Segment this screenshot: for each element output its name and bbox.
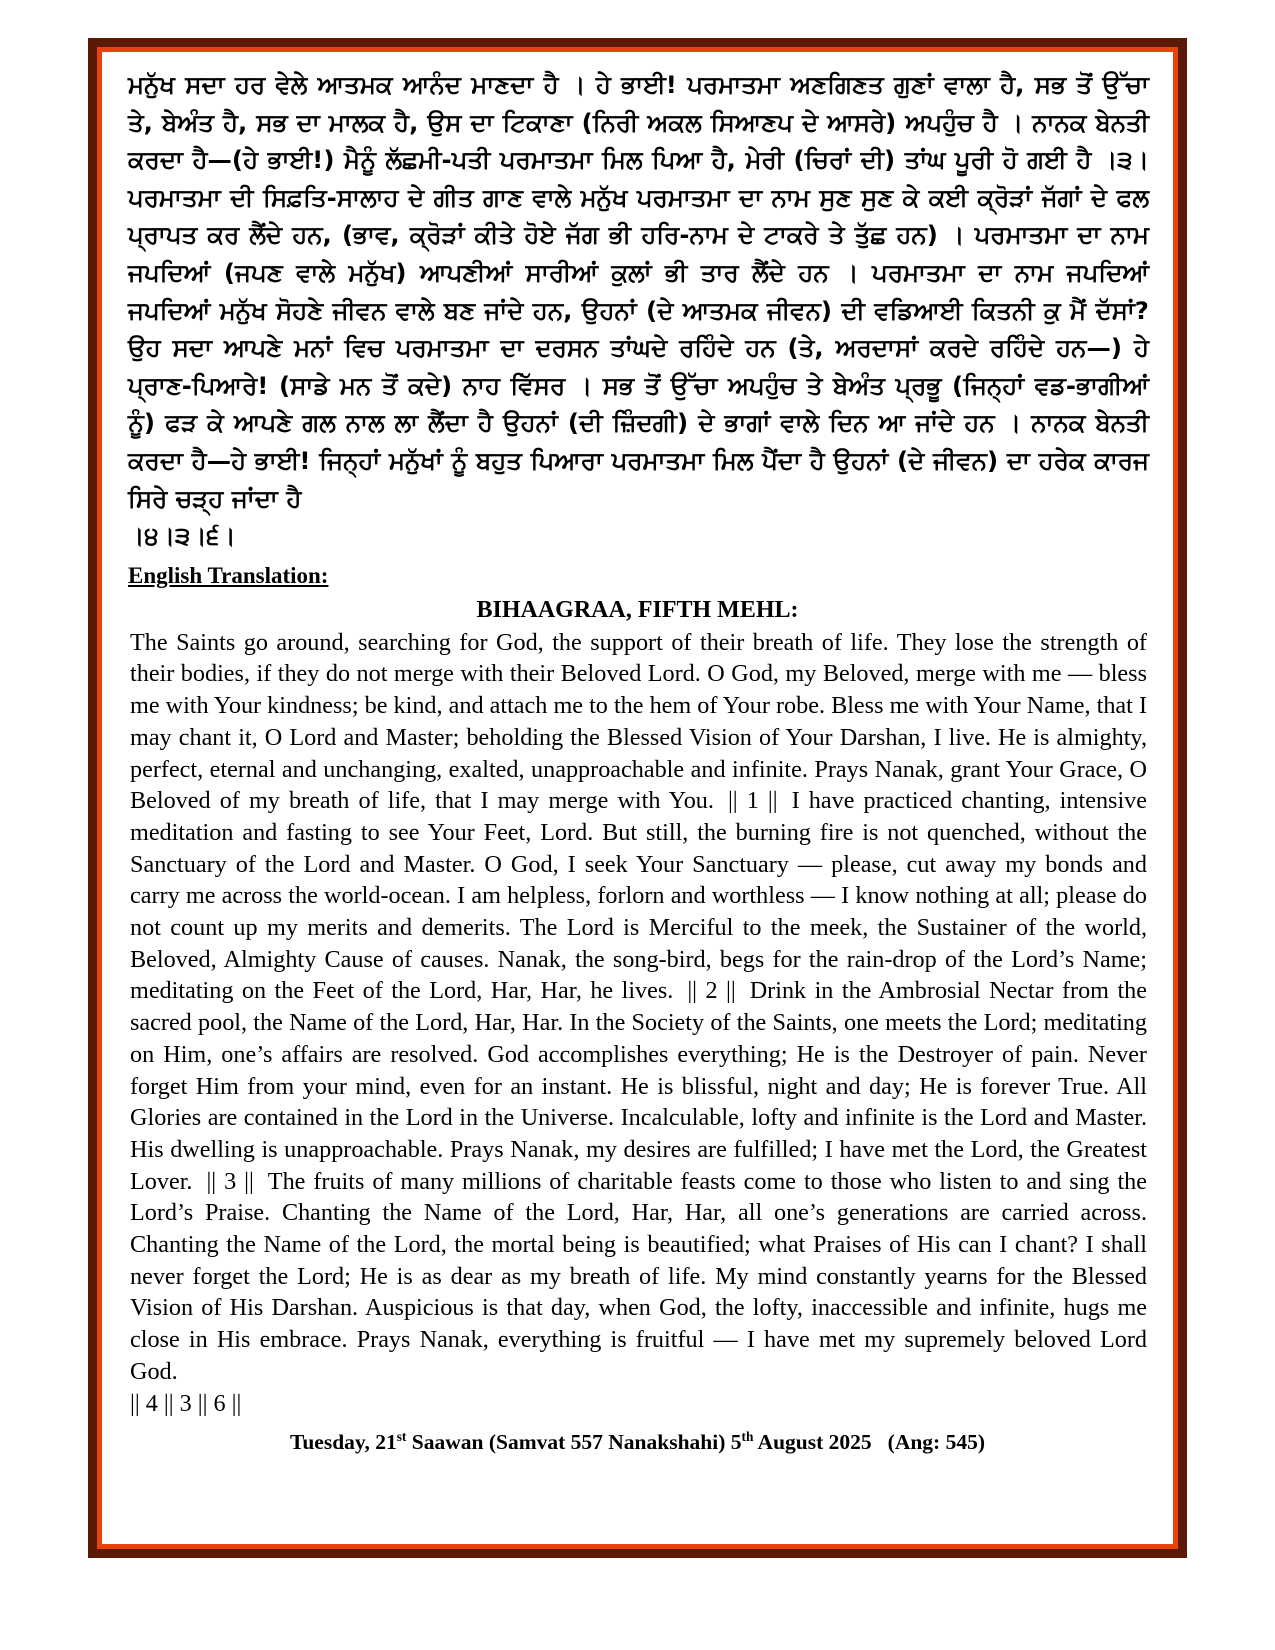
gurmukhi-verse-number: ।੪।੩।੬।: [128, 521, 236, 551]
gurmukhi-body: ਮਨੁੱਖ ਸਦਾ ਹਰ ਵੇਲੇ ਆਤਮਕ ਆਨੰਦ ਮਾਣਦਾ ਹੈ । ਹੇ ਭਾਈ! ਪਰਮਾਤਮਾ ਅਣਗਿਣਤ ਗੁਣਾਂ ਵਾਲਾ ਹੈ, ਸਭ ਤੋਂ ਉੱਚਾ ਤੇ, ਬੇਅੰਤ ਹੈ, ਸਭ ਦਾ ਮਾਲਕ ਹੈ, ਉਸ ਦਾ ਟਿਕਾਣਾ (ਨਿਰੀ ਅਕਲ ਸਿਆਣਪ ਦੇ ਆਸਰੇ) ਅਪਹੁੰਚ ਹੈ । ਨਾਨਕ ਬੇਨਤੀ ਕਰਦਾ ਹੈ—(ਹੇ ਭਾਈ!) ਮੈਨੂੰ ਲੱਛਮੀ-ਪਤੀ ਪਰਮਾਤਮਾ ਮਿਲ ਪਿਆ ਹੈ, ਮੇਰੀ (ਚਿਰਾਂ ਦੀ) ਤਾਂਘ ਪੂਰੀ ਹੋ ਗਈ ਹੈ ।੩। ਪਰਮਾਤਮਾ ਦੀ ਸਿਫ਼ਤਿ-ਸਾਲਾਹ ਦੇ ਗੀਤ ਗਾਣ ਵਾਲੇ ਮਨੁੱਖ ਪਰਮਾਤਮਾ ਦਾ ਨਾਮ ਸੁਣ ਸੁਣ ਕੇ ਕਈ ਕ੍ਰੋੜਾਂ ਜੱਗਾਂ ਦੇ ਫਲ ਪ੍ਰਾਪਤ ਕਰ ਲੈਂਦੇ ਹਨ, (ਭਾਵ, ਕ੍ਰੋੜਾਂ ਕੀਤੇ ਹੋਏ ਜੱਗ ਭੀ ਹਰਿ-ਨਾਮ ਦੇ ਟਾਕਰੇ ਤੇ ਤੁੱਛ ਹਨ) । ਪਰਮਾਤਮਾ ਦਾ ਨਾਮ ਜਪਦਿਆਂ (ਜਪਣ ਵਾਲੇ ਮਨੁੱਖ) ਆਪਣੀਆਂ ਸਾਰੀਆਂ ਕੁਲਾਂ ਭੀ ਤਾਰ ਲੈਂਦੇ ਹਨ । ਪਰਮਾਤਮਾ ਦਾ ਨਾਮ ਜਪਦਿਆਂ ਜਪਦਿਆਂ ਮਨੁੱਖ ਸੋਹਣੇ ਜੀਵਨ ਵਾਲੇ ਬਣ ਜਾਂਦੇ ਹਨ, ਉਹਨਾਂ (ਦੇ ਆਤਮਕ ਜੀਵਨ) ਦੀ ਵਡਿਆਈ ਕਿਤਨੀ ਕੁ ਮੈਂ ਦੱਸਾਂ? ਉਹ ਸਦਾ ਆਪਣੇ ਮਨਾਂ ਵਿਚ ਪਰਮਾਤਮਾ ਦਾ ਦਰਸਨ ਤਾਂਘਦੇ ਰਹਿੰਦੇ ਹਨ (ਤੇ, ਅਰਦਾਸਾਂ ਕਰਦੇ ਰਹਿੰਦੇ ਹਨ—) ਹੇ ਪ੍ਰਾਣ-ਪਿਆਰੇ! (ਸਾਡੇ ਮਨ ਤੋਂ ਕਦੇ) ਨਾਹ ਵਿੱਸਰ । ਸਭ ਤੋਂ ਉੱਚਾ ਅਪਹੁੰਚ ਤੇ ਬੇਅੰਤ ਪ੍ਰਭੂ (ਜਿਨ੍ਹਾਂ ਵਡ-ਭਾਗੀਆਂ ਨੂੰ) ਫੜ ਕੇ ਆਪਣੇ ਗਲ ਨਾਲ ਲਾ ਲੈਂਦਾ ਹੈ ਉਹਨਾਂ (ਦੀ ਜ਼ਿੰਦਗੀ) ਦੇ ਭਾਗਾਂ ਵਾਲੇ ਦਿਨ ਆ ਜਾਂਦੇ ਹਨ । ਨਾਨਕ ਬੇਨਤੀ ਕਰਦਾ ਹੈ—ਹੇ ਭਾਈ! ਜਿਨ੍ਹਾਂ ਮਨੁੱਖਾਂ ਨੂੰ ਬਹੁਤ ਪਿਆਰਾ ਪਰਮਾਤਮਾ ਮਿਲ ਪੈਂਦਾ ਹੈ ਉਹਨਾਂ (ਦੇ ਜੀਵਨ) ਦਾ ਹਰੇਕ ਕਾਰਜ ਸਿਰੇ ਚੜ੍ਹ ਜਾਂਦਾ ਹੈ: [128, 70, 1149, 513]
english-paragraph-1: The Saints go around, searching for God, the support of their breath of life. They lose the strength of their bodies, if they do not merge with their Beloved Lord. O God, my Beloved, merge with me — bless me with Your kindness; be kind, and attach me to the hem of Your robe. Bless me with Your Name, that I may chant it, O Lord and Master; beholding the Blessed Vision of Your Darshan, I live. He is almighty, perfect, eternal and unchanging, exalted, unapproachable and infinite. Prays Nanak, grant Your Grace, O Beloved of my breath of life, that I may merge with You.: [130, 628, 1147, 815]
pause-marker-1: || 1 ||: [727, 787, 778, 815]
english-paragraph-4: The fruits of many millions of charitable feasts come to those who listen to and sing the Lord’s Praise. Chanting the Name of the Lord, Har, Har, all one’s generations are carried across. Chanting the Name of the Lord, the mortal being is beautified; what Praises of His can I chant? I shall never forget the Lord; He is as dear as my breath of life. My mind constantly yearns for the Blessed Vision of His Darshan. Auspicious is that day, when God, the lofty, inaccessible and infinite, hugs me close in His embrace. Prays Nanak, everything is fruitful — I have met my supremely beloved Lord God.: [130, 1167, 1147, 1385]
date-footer: [122, 1423, 1153, 1456]
footer-ang-number: (Ang: 545): [887, 1430, 985, 1455]
footer-month-info: Saawan (Samvat 557 Nanakshahi) 5: [406, 1430, 742, 1455]
english-translation-body: [122, 627, 1153, 1420]
pause-marker-3: || 3 ||: [206, 1167, 254, 1195]
english-paragraph-3: Drink in the Ambrosial Nectar from the sacred pool, the Name of the Lord, Har, Har. In the Society of the Saints, one meets the Lord; meditating on Him, one’s affairs are resolved. God accomplishes everything; He is the Destroyer of pain. Never forget Him from your mind, even for an instant. He is blissful, night and day; He is forever True. All Glories are contained in the Lord in the Universe. Incalculable, lofty and infinite is the Lord and Master. His dwelling is unapproachable. Prays Nanak, my desires are fulfilled; I have met the Lord, the Greatest Lover.: [130, 977, 1147, 1195]
document-page-inner: [97, 47, 1178, 1549]
footer-date-ordinal: th: [741, 1429, 754, 1445]
english-paragraph-2: I have practiced chanting, intensive meditation and fasting to see Your Feet, Lord. But still, the burning fire is not quenched, without the Sanctuary of the Lord and Master. O God, I seek Your Sanctuary — please, cut away my bonds and carry me across the world-ocean. I am helpless, forlorn and worthless — I know nothing at all; please do not count up my merits and demerits. The Lord is Merciful to the meek, the Sustainer of the world, Beloved, Almighty Cause of causes. Nanak, the song-bird, begs for the rain-drop of the Lord’s Name; meditating on the Feet of the Lord, Har, Har, he lives.: [130, 787, 1148, 1005]
english-translation-label: English Translation:: [128, 562, 329, 588]
footer-date-rest: August 2025: [753, 1430, 872, 1455]
document-page-frame: [88, 38, 1187, 1558]
english-raag-title: BIHAAGRAA, FIFTH MEHL:: [476, 596, 799, 623]
english-translation-label-row: [122, 557, 1153, 591]
gurmukhi-scripture-text: [122, 66, 1153, 555]
pause-marker-2: || 2 ||: [687, 977, 736, 1005]
footer-weekday: Tuesday, 21: [289, 1430, 397, 1455]
pause-marker-4: || 4 || 3 || 6 ||: [130, 1389, 242, 1417]
footer-weekday-ordinal: st: [396, 1429, 407, 1445]
